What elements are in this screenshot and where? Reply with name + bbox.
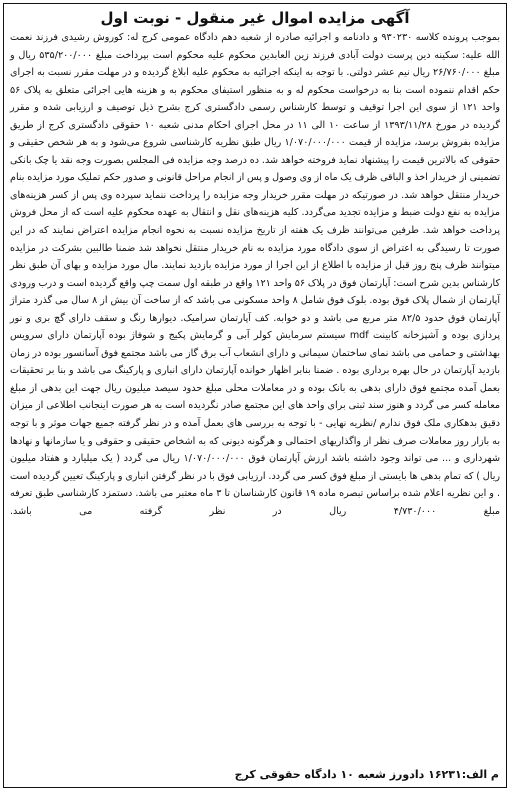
notice-body: بموجب پرونده کلاسه ۹۳۰۲۳۰ و دادنامه و اجرائیه صادره از شعبه دهم دادگاه عمومی کرج له: کوروش رشیدی فرزند نعمت الله علیه: سکینه دین پرست دولت آبادی فرزند زین العابدین محکوم علیه محکوم است بپرداخت مبلغ ۵۳۵/۲۰۰/۰۰۰ ریال و مبلغ ۲۶/۷۶۰/۰۰۰ ریال نیم عشر دولتی. با توجه به اینکه اجرائیه به محکوم علیه ابلاغ گردیده و در مهلت مقرر نسبت به اجرای حکم اقدام ننموده است بنا به درخواست محکوم له و به منظور استیفای محکوم به و هزینه هایی اجرائی متعلق به پلاک ۵۶ واحد ۱۲۱ از سوی این اجرا توقیف و توسط کارشناس رسمی دادگستری کرج بشرح ذیل توصیف و ارزیابی شده و مقرر گردیده در مورخ ۱۳۹۳/۱۱/۲۸ از ساعت ۱۰ الی ۱۱ در محل اجرای احکام مدنی شعبه ۱۰ حقوقی دادگستری کرج از طریق مزایده بفروش برسد، مزایده از قیمت ۱/۰۷۰/۰۰۰/۰۰۰ ریال طبق نظریه کارشناسی شروع می‌شود و به هر شخص حقیقی و حقوقی که بالاترین قیمت را پیشنهاد نماید فروخته خواهد شد. ده درصد وجه مزایده فی المجلس بصورت وجه نقد یا چک بانکی تضمینی از خریدار اخذ و الباقی ظرف یک ماه از وی وصول و پس از انجام مراحل قانونی و صدور حکم تملیک مورد مزایده بنام خریدار منتقل خواهد شد. در صورتیکه در مهلت مقرر خریدار وجه مزایده را پرداخت ننماید سپرده وی پس از کسر هزینه‌های مزایده به نفع دولت ضبط و مزایده تجدید می‌گردد. کلیه هزینه‌های نقل و انتقال به عهده محکوم علیه است که از محل فروش پرداخت خواهد شد. طرفین می‌توانند ظرف یک هفته از تاریخ مزایده نسبت به نحوه انجام مزایده اعتراض نمایند که در این صورت تا رسیدگی به اعتراض از سوی دادگاه مورد مزایده به نام خریدار منتقل نخواهد شد ضمنا طالبین بشرکت در مزایده میتوانند ظرف پنج روز قبل از مزایده با اطلاع از این اجرا از مورد مزایده بازدید نمایند. مال مورد مزایده و بهای آن طبق نظر کارشناس بدین شرح است: آپارتمان فوق در پلاک ۵۶ واحد ۱۲۱ واقع در طبقه اول سمت چپ واقع گردیده است و درب ورودی آپارتمان از شمال پلاک فوق بوده. بلوک فوق شامل ۸ واحد مسکونی می باشد که از ساخت آن بیش از ۸ سال می گذرد متراژ آپارتمان فوق حدود ۸۲/۵ متر مربع می باشد و دو خوابه. کف آپارتمان سرامیک. دیوارها رنگ و سقف دارای گچ بری و نور پردازی بوده و آشپزخانه کابینت mdf سیستم سرمایش کولر آبی و گرمایش پکیج و شوفاژ بوده آپارتمان دارای سرویس بهداشتی و حمامی می باشد نمای ساختمان سیمانی و دارای انشعاب آب برق گاز می باشد مجتمع فوق آسانسور بوده در زمان بازدید آپارتمان در حال بهره برداری بوده . ضمنا بنابر اظهار خوانده آپارتمان دارای انباری و پارکینگ می باشد و بنا بر تحقیقات بعمل آمده مجتمع فوق دارای بدهی به بانک بوده و در معاملات محلی مبلغ حدود سیصد میلیون ریال جهت این بدهی از مبلغ معامله کسر می گردد و هنوز سند ثبتی برای واحد های این مجتمع صادر نگردیده است به هر صورت اینجانب اطلاعی از میزان دقیق بدهکاری ملک فوق ندارم /نظریه نهایی - با توجه به بررسی های بعمل آمده و در نظر گرفته جمیع جهات موثر و با توجه به بازار روز معاملات صرف نظر از واگذاریهای احتمالی و هرگونه دیونی که به اشخاص حقیقی و حقوقی و یا سازمانها و نهادها شهرداری و ... می تواند وجود داشته باشد ارزش آپارتمان فوق ۱/۰۷۰/۰۰۰/۰۰۰ ریال می گردد ( یک میلیارد و هفتاد میلیون ریال ) که تمام بدهی ها بایستی از مبلغ فوق کسر می گردد. ارزیابی فوق با در نظر گرفتن انباری و پارکینگ تعیین گردیده است . و این نظریه اعلام شده براساس تبصره ماده ۱۹ قانون کارشناسان تا ۳ ماه معتبر می باشد. دستمزد کارشناسی طبق تعرفه مبلغ ۴/۷۳۰/۰۰۰ ریال در نظر گرفته می باشد. — [10, 32, 501, 517]
notice-frame — [3, 3, 507, 788]
notice-footer: م الف:۱۶۲۳۱ دادورز شعبه ۱۰ دادگاه حقوقی کرج — [234, 768, 499, 781]
notice-title: آگهی مزایده اموال غیر منقول - نوبت اول — [100, 9, 410, 27]
